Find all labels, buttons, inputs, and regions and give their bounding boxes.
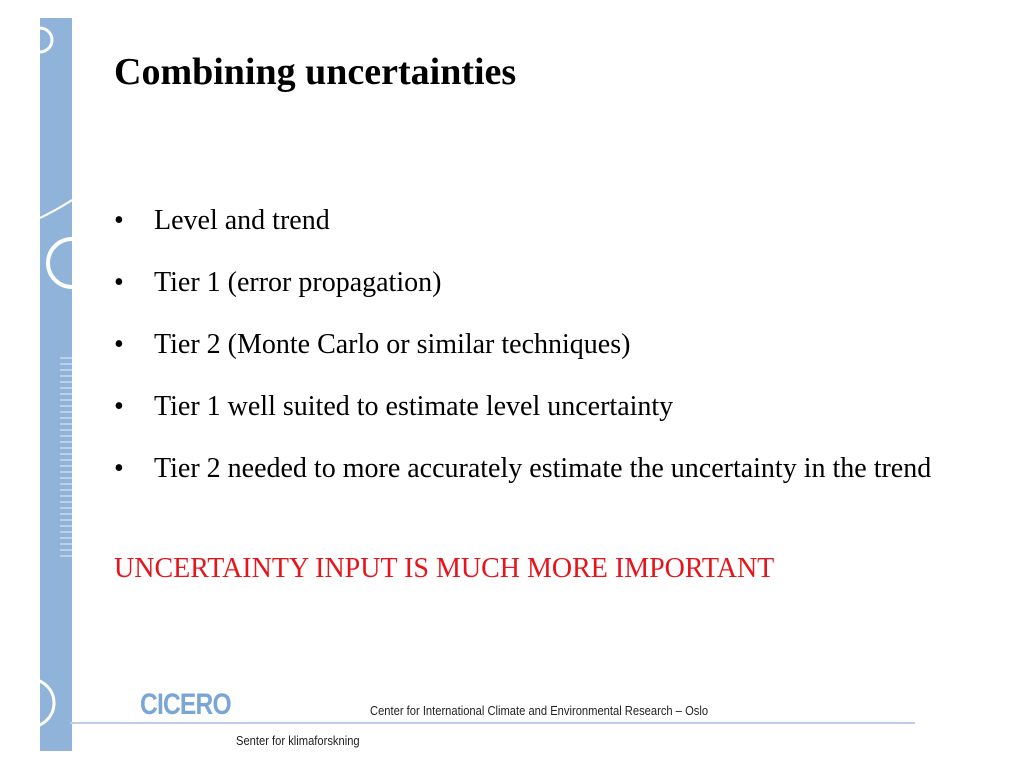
footer-center-name: Center for International Climate and Environmental Research – Oslo xyxy=(370,703,709,718)
footer-divider xyxy=(70,722,915,724)
bullet-text: Tier 2 needed to more accurately estimate the uncertainty in the trend xyxy=(154,453,932,484)
bullet-icon: • xyxy=(114,267,124,298)
bullet-icon: • xyxy=(114,205,124,236)
decorative-arcs xyxy=(40,18,72,751)
bullet-text: Tier 2 (Monte Carlo or similar techniques) xyxy=(154,329,631,360)
bullet-icon: • xyxy=(114,391,124,422)
cicero-logo: CICERO xyxy=(140,688,231,721)
bullet-list xyxy=(114,205,944,515)
decorative-side-band xyxy=(40,18,72,751)
emphasis-note: UNCERTAINTY INPUT IS MUCH MORE IMPORTANT xyxy=(114,553,775,584)
bullet-item xyxy=(114,391,944,423)
bullet-item xyxy=(114,453,944,485)
bullet-item xyxy=(114,329,944,361)
footer-center-name-norwegian: Senter for klimaforskning xyxy=(236,733,360,748)
bullet-icon: • xyxy=(114,329,124,360)
bullet-text: Level and trend xyxy=(154,205,330,236)
bullet-text: Tier 1 well suited to estimate level uncertainty xyxy=(154,391,674,422)
bullet-text: Tier 1 (error propagation) xyxy=(154,267,442,298)
bullet-item xyxy=(114,205,944,237)
bullet-icon: • xyxy=(114,453,124,484)
slide-title: Combining uncertainties xyxy=(114,51,517,93)
bullet-item xyxy=(114,267,944,299)
